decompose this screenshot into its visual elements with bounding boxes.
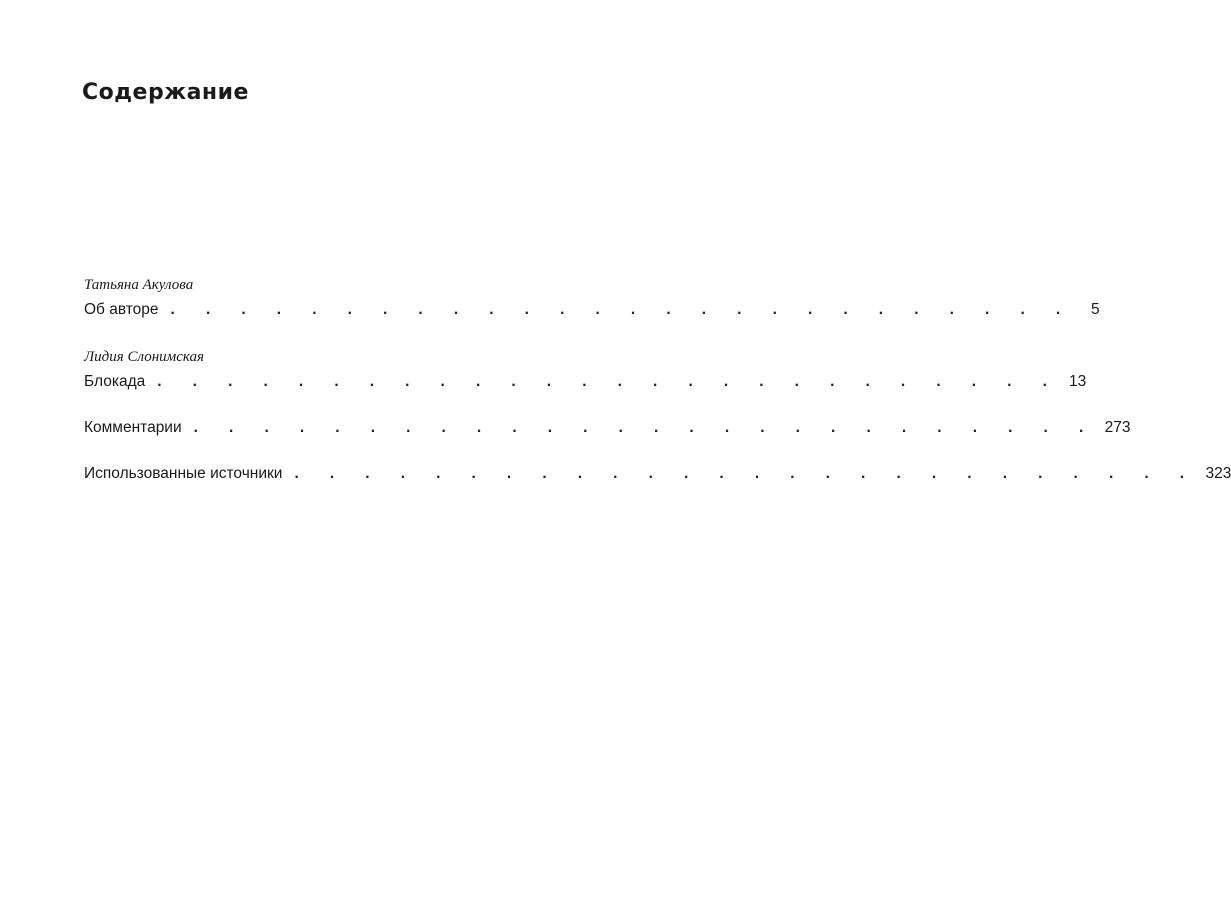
toc-entry-title: Использованные источники [84, 465, 283, 482]
toc-page-number: 323 [1205, 465, 1231, 482]
toc-entry-about-author[interactable] [84, 299, 1100, 321]
dot-leader: . . . . . . . . . . . . . . . . . . . . . . . . . . [170, 301, 1074, 318]
page-title: Содержание [82, 80, 249, 105]
toc-page-number: 273 [1104, 419, 1131, 436]
dot-leader: . . . . . . . . . . . . . . . . . . . . . . . . . . [157, 373, 1061, 390]
toc-entry-sources[interactable] [84, 463, 1231, 485]
toc-entry-title: Блокада [84, 373, 146, 390]
dot-leader: . . . . . . . . . . . . . . . . . . . . . . . . . . [294, 465, 1198, 482]
toc-entry-blockade[interactable] [84, 371, 1087, 393]
toc-entry-comments[interactable] [84, 417, 1131, 439]
table-of-contents [84, 275, 1231, 485]
toc-page-number: 13 [1069, 373, 1087, 390]
dot-leader: . . . . . . . . . . . . . . . . . . . . . . . . . . [193, 419, 1097, 436]
toc-entry-title: Об авторе [84, 301, 159, 318]
toc-entry-title: Комментарии [84, 419, 182, 436]
toc-page-number: 5 [1090, 301, 1100, 318]
section-author: Лидия Слонимская [84, 349, 204, 365]
section-author: Татьяна Акулова [84, 277, 194, 293]
